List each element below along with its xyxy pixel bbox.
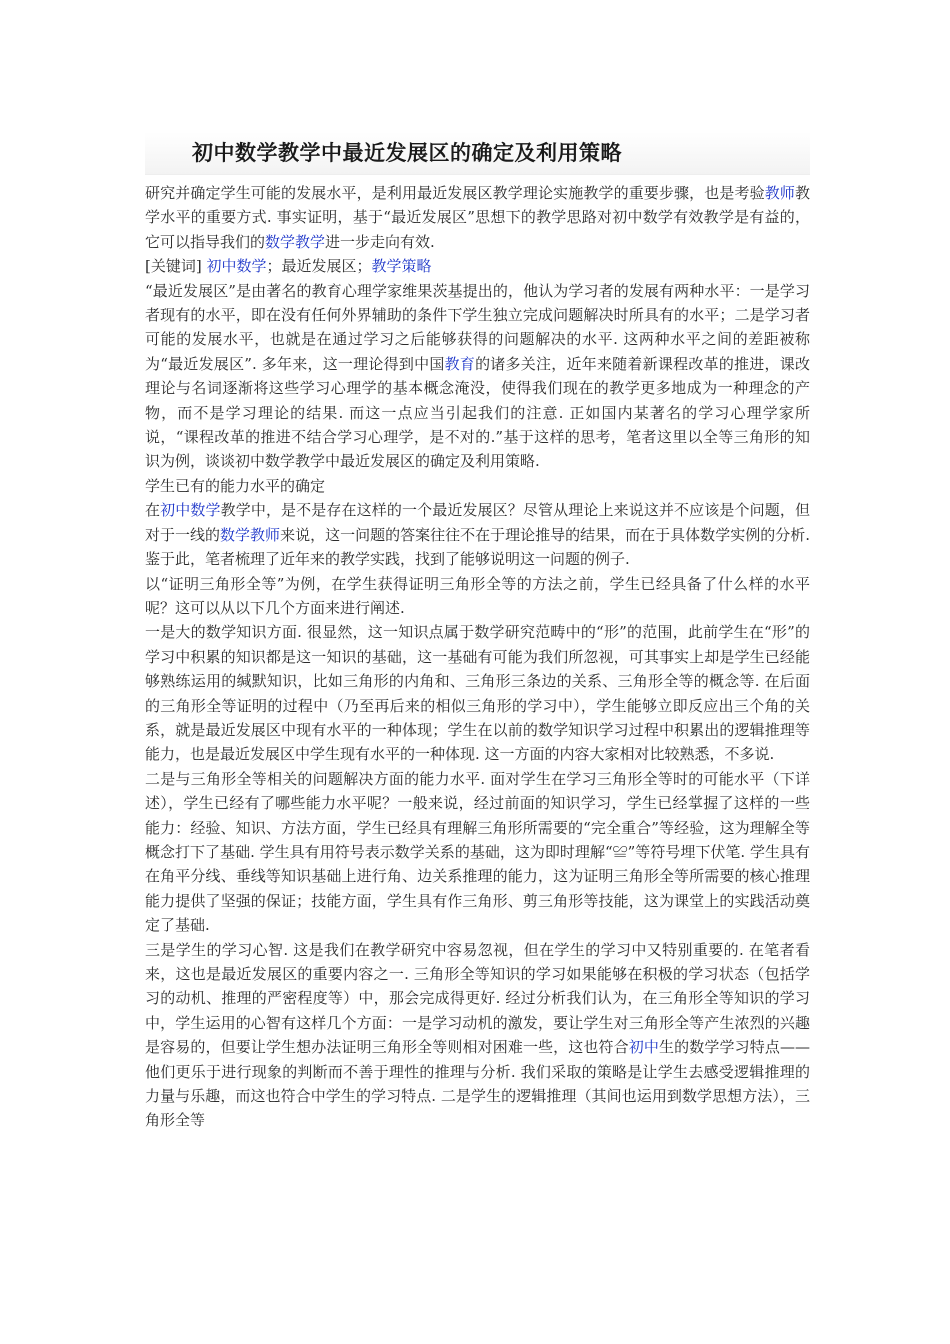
body-paragraph xyxy=(145,938,810,1133)
body-paragraph: 一是大的数学知识方面. 很显然，这一知识点属于数学研究范畴中的“形”的范围，此前学生在“形”的学习中积累的知识都是这一知识的基础，这一基础有可能为我们所忽视，可其事实上却是学生已经能够熟练运用的缄默知识，比如三角形的内角和、三角形三条边的关系、三角形全等的概念等. 在后面的三角形全等证明的过程中（乃至再后来的相似三角形的学习中），学生能够立即反应出三个角的关系，就是最近发展区中现有水平的一种体现；学生在以前的数学知识学习过程中积累出的逻辑推理等能力，也是最近发展区中学生现有水平的一种体现. 这一方面的内容大家相对比较熟悉，不多说. xyxy=(145,623,810,764)
link-junior-middle[interactable]: 初中 xyxy=(628,1038,660,1057)
body-paragraph: 二是与三角形全等相关的问题解决方面的能力水平. 面对学生在学习三角形全等时的可能水平（下详述），学生已经有了哪些能力水平呢？一般来说，经过前面的知识学习，学生已经掌握了这样的一些能力：经验、知识、方法方面，学生已经具有理解三角形所需要的“完全重合”等经验，这为理解全等概念打下了基础. 学生具有用符号表示数学关系的基础，这为即时理解“≌”等符号埋下伏笔. 学生具有在角平分线、垂线等知识基础上进行角、边关系推理的能力，这为证明三角形全等所需要的核心推理能力提供了坚强的保证；技能方面，学生具有作三角形、剪三角形等技能，这为课堂上的实践活动奠定了基础. xyxy=(145,769,810,935)
text-span: “最近发展区”是由著名的教育心理学家维果茨基提出的，他认为学习者的发展有两种水平：一是学习者现有的水平，即在没有任何外界辅助的条件下学生独立完成问题解决时所具有的水平；二是学习者可能的发展水平，也就是在通过学习之后能够获得的问题解决的水平. 这两种水平之间的差距被称为“最近发展区”. 多年来，这一理论得到中国 xyxy=(145,281,810,373)
document-title: 初中数学教学中最近发展区的确定及利用策略 xyxy=(192,141,622,165)
text-span: ；最近发展区； xyxy=(266,257,372,276)
keywords-label: [关键词] xyxy=(145,257,207,276)
title-band xyxy=(145,132,810,175)
text-span: 研究并确定学生可能的发展水平，是利用最近发展区教学理论实施教学的重要步骤，也是考验 xyxy=(145,184,765,202)
text-span: 来说，这一问题的答案往往不在于理论推导的结果，而在于具体数学实例的分析. 鉴于此，笔者梳理了近年来的教学实践，找到了能够说明这一问题的例子. xyxy=(145,525,810,569)
body-paragraph: 以“证明三角形全等”为例，在学生获得证明三角形全等的方法之前，学生已经具备了什么样的水平呢？这可以从以下几个方面来进行阐述. xyxy=(145,574,810,617)
body-paragraph xyxy=(145,498,810,571)
section-heading: 学生已有的能力水平的确定 xyxy=(145,476,326,495)
keywords-paragraph xyxy=(145,254,810,278)
document-page xyxy=(145,132,810,1133)
link-teacher[interactable]: 教师 xyxy=(764,184,795,202)
abstract-paragraph xyxy=(145,181,810,254)
text-span: 生的数学学习特点——他们更乐于进行现象的判断而不善于理性的推理与分析. 我们采取的策略是让学生去感受逻辑推理的力量与乐趣，而这也符合中学生的学习特点. 二是学生的逻辑推理（其间也运用到数学思想方法），三角形全等 xyxy=(145,1038,810,1130)
intro-paragraph xyxy=(145,279,810,474)
text-span: 教学中，是不是存在这样的一个最近发展区？尽管从理论上来说这并不应该是个问题，但对于一线的 xyxy=(145,501,810,544)
link-math-teaching[interactable]: 数学教学 xyxy=(265,232,326,251)
text-span: 的诸多关注，近年来随着新课程改革的推进，课改理论与名词逐渐将这些学习心理学的基本概念淹没，使得我们现在的教学更多地成为一种理念的产物，而不是学习理论的结果. 而这一点应当引起我们的注意. 正如国内某著名的学习心理学家所说，“课程改革的推进不结合学习心理学，是不对的.”基于这样的思考，笔者这里以全等三角形的知识为例，谈谈初中数学教学中最近发展区的确定及利用策略. xyxy=(145,354,810,471)
document-body xyxy=(145,181,810,1133)
text-span: 三是学生的学习心智. 这是我们在教学研究中容易忽视，但在学生的学习中又特别重要的. 在笔者看来，这也是最近发展区的重要内容之一. 三角形全等知识的学习如果能够在积极的学习状态（包括学习的动机、推理的严密程度等）中，那会完成得更好. 经过分析我们认为，在三角形全等知识的学习中，学生运用的心智有这样几个方面：一是学习动机的激发，要让学生对三角形全等产生浓烈的兴趣是容易的，但要让学生想办法证明三角形全等则相对困难一些，这也符合 xyxy=(145,940,810,1057)
text-span: 进一步走向有效. xyxy=(325,232,435,251)
link-junior-math-2[interactable]: 初中数学 xyxy=(160,501,221,520)
text-span: 在 xyxy=(145,501,161,520)
text-span: 教学水平的重要方式. 事实证明，基于“最近发展区”思想下的教学思路对初中数学有效教学是有益的，它可以指导我们的 xyxy=(145,184,810,251)
link-junior-math[interactable]: 初中数学 xyxy=(206,257,267,276)
link-education[interactable]: 教育 xyxy=(444,354,476,373)
link-math-teacher[interactable]: 数学教师 xyxy=(220,525,281,544)
link-teaching-strategy[interactable]: 教学策略 xyxy=(371,257,432,276)
